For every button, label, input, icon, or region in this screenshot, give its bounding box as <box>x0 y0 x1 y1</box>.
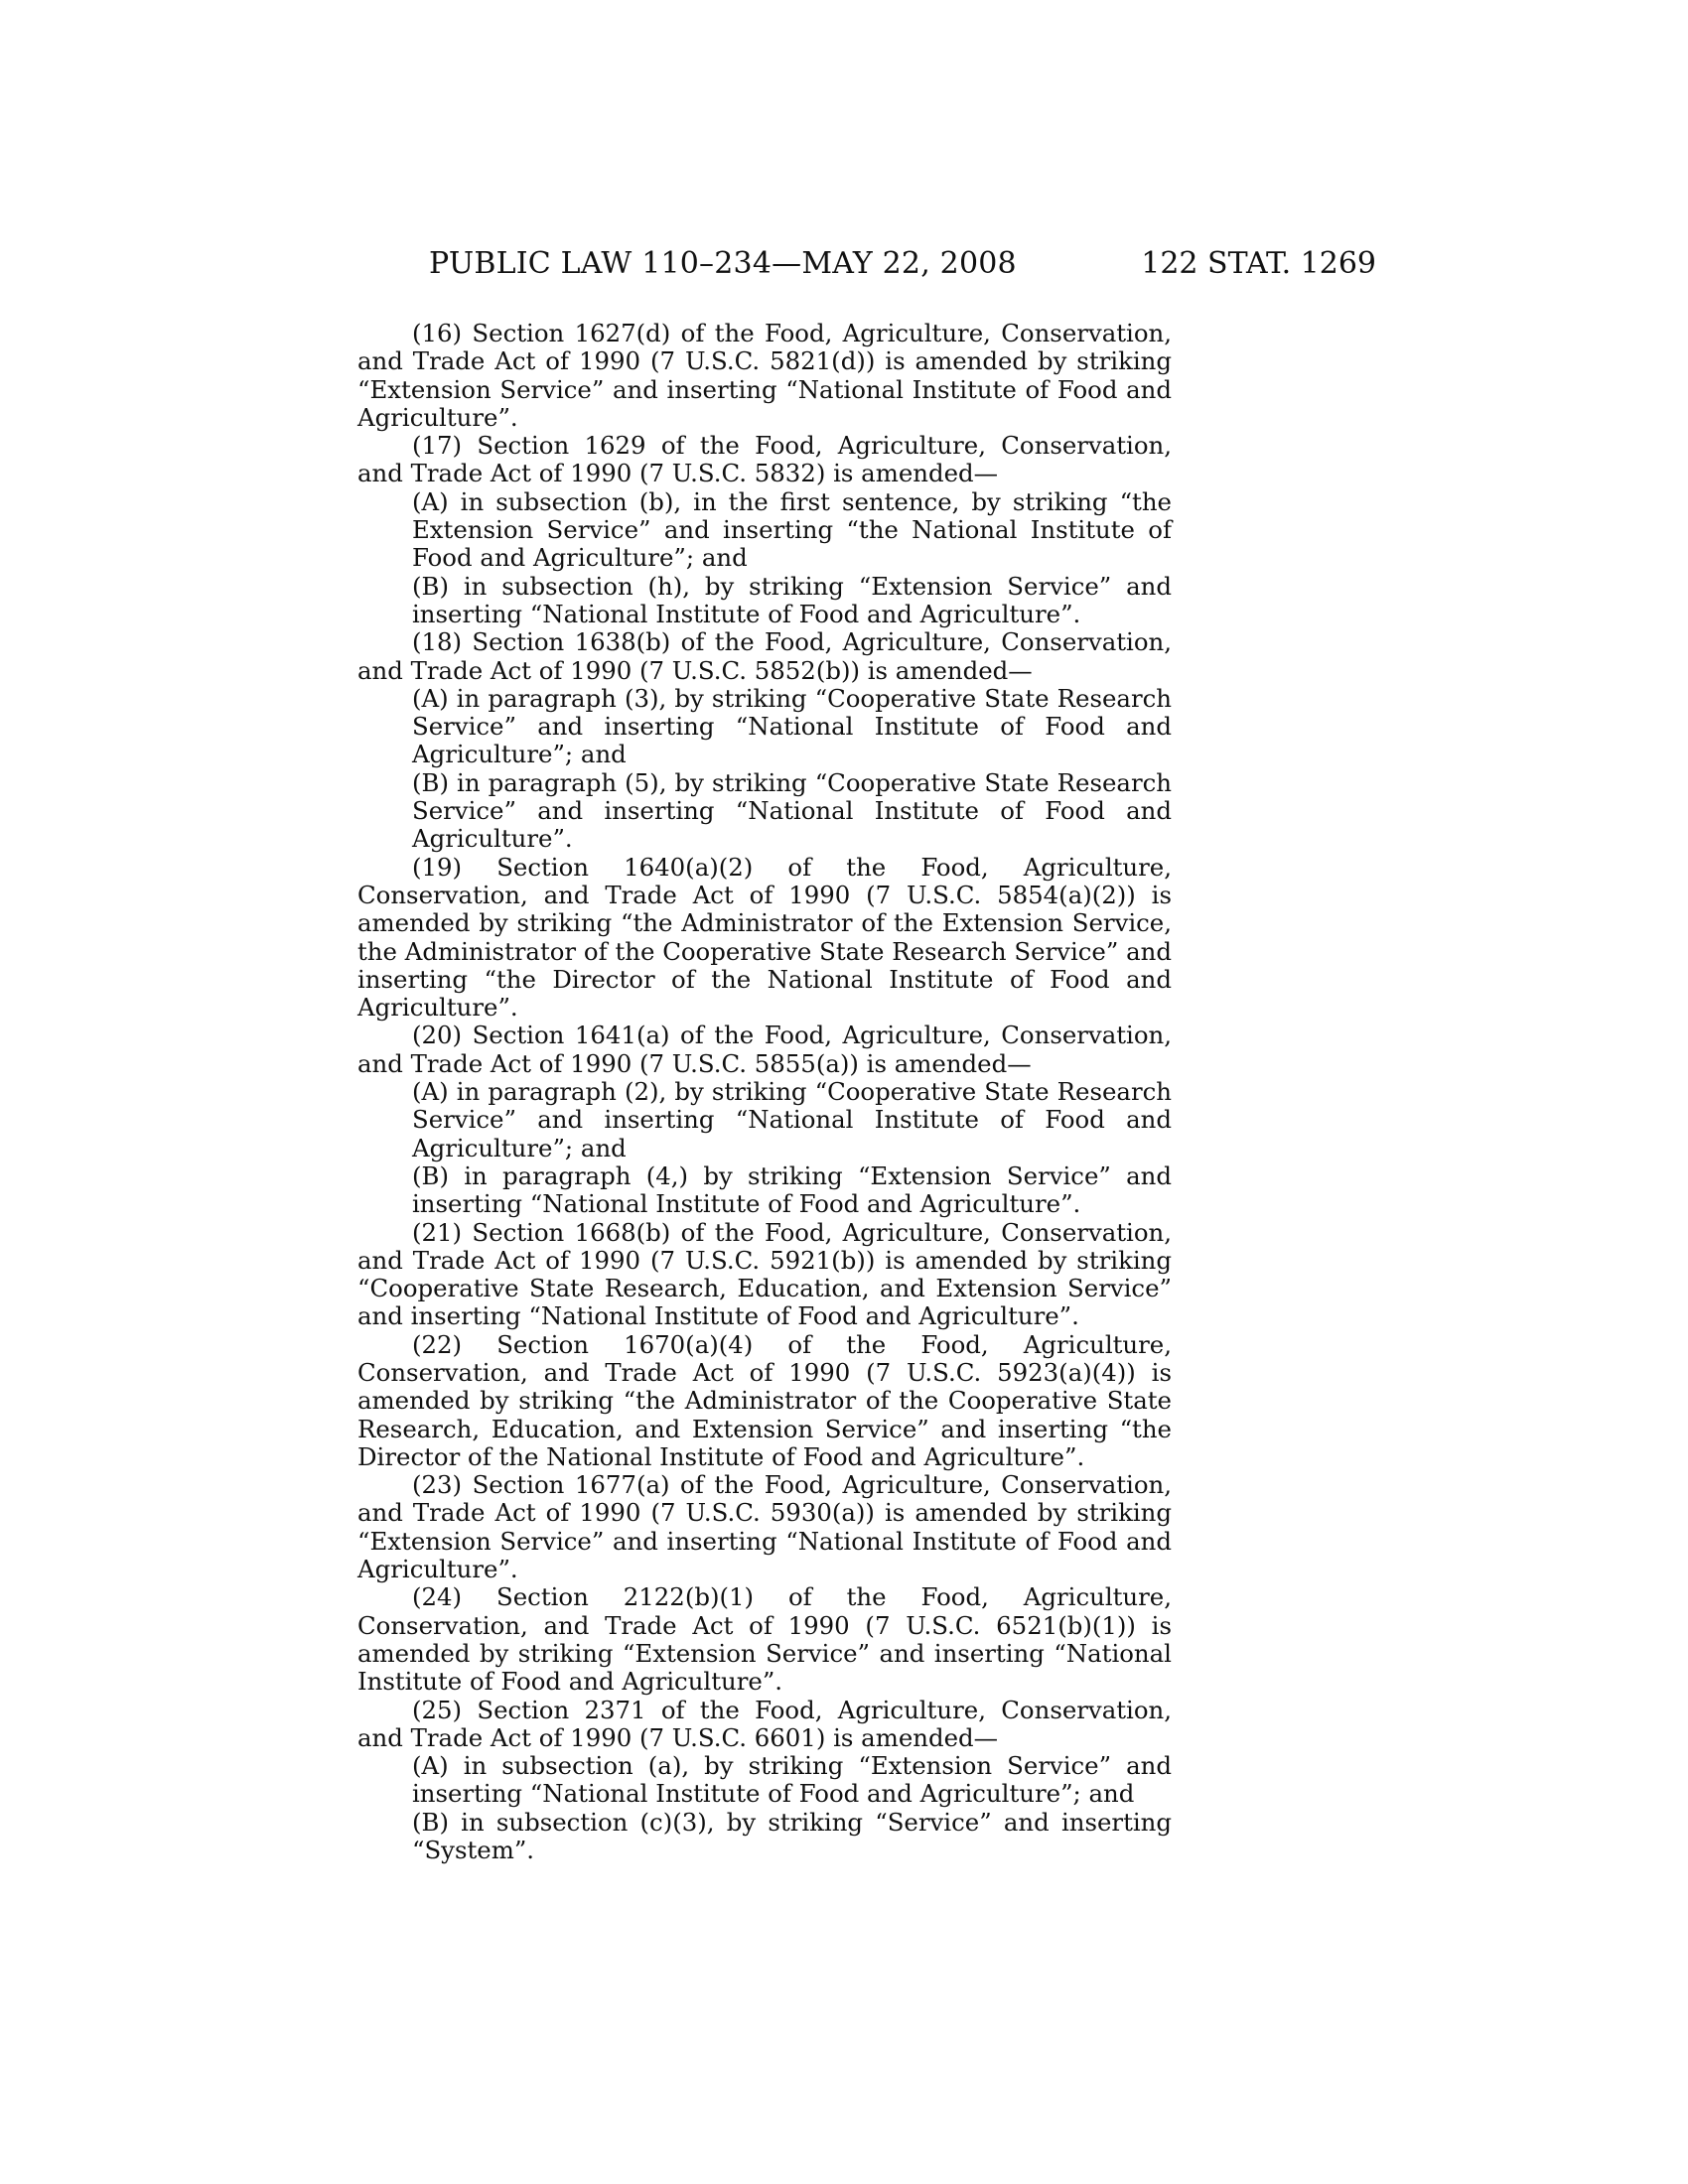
paragraph-17: (17) Section 1629 of the Food, Agriculture, Conservation, and Trade Act of 1990 (7 U.S.C. 5832) is amended— <box>357 431 1172 488</box>
header-title: PUBLIC LAW 110–234—MAY 22, 2008 <box>429 246 1017 281</box>
paragraph-24: (24) Section 2122(b)(1) of the Food, Agriculture, Conservation, and Trade Act of 1990 (7 U.S.C. 6521(b)(1)) is amended by striking “Extension Service” and inserting “National Institute of Food and Agriculture”. <box>357 1582 1172 1697</box>
paragraph-18-b: (B) in paragraph (5), by striking “Cooperative State Research Service” and inserting “National Institute of Food and Agriculture”. <box>412 767 1172 854</box>
paragraph-21: (21) Section 1668(b) of the Food, Agriculture, Conservation, and Trade Act of 1990 (7 U.S.C. 5921(b)) is amended by striking “Cooperative State Research, Education, and Extension Service” and inserting “National Institute of Food and Agriculture”. <box>357 1217 1172 1331</box>
paragraph-25-a: (A) in subsection (a), by striking “Extension Service” and inserting “National Institute of Food and Agriculture”; and <box>412 1751 1172 1809</box>
paragraph-18-a: (A) in paragraph (3), by striking “Cooperative State Research Service” and inserting “National Institute of Food and Agriculture”; and <box>412 683 1172 769</box>
paragraph-17-a: (A) in subsection (b), in the first sentence, by striking “the Extension Service” and inserting “the National Institute of Food and Agriculture”; and <box>412 486 1172 573</box>
document-body <box>357 320 1172 1864</box>
paragraph-17-b: (B) in subsection (h), by striking “Extension Service” and inserting “National Institute of Food and Agriculture”. <box>412 571 1172 628</box>
header-page-citation: 122 STAT. 1269 <box>1141 246 1376 281</box>
paragraph-25: (25) Section 2371 of the Food, Agriculture, Conservation, and Trade Act of 1990 (7 U.S.C. 6601) is amended— <box>357 1695 1172 1752</box>
paragraph-25-b: (B) in subsection (c)(3), by striking “Service” and inserting “System”. <box>412 1807 1172 1865</box>
paragraph-20: (20) Section 1641(a) of the Food, Agriculture, Conservation, and Trade Act of 1990 (7 U.S.C. 5855(a)) is amended— <box>357 1021 1172 1078</box>
paragraph-22: (22) Section 1670(a)(4) of the Food, Agriculture, Conservation, and Trade Act of 1990 (7 U.S.C. 5923(a)(4)) is amended by striking “the Administrator of the Cooperative State Research, Education, and Extension Service” and inserting “the Director of the National Institute of Food and Agriculture”. <box>357 1329 1172 1471</box>
running-header <box>429 246 1376 286</box>
paragraph-20-b: (B) in paragraph (4,) by striking “Extension Service” and inserting “National Institute of Food and Agriculture”. <box>412 1160 1172 1219</box>
paragraph-20-a: (A) in paragraph (2), by striking “Cooperative State Research Service” and inserting “National Institute of Food and Agriculture”; and <box>412 1077 1172 1162</box>
paragraph-23: (23) Section 1677(a) of the Food, Agriculture, Conservation, and Trade Act of 1990 (7 U.S.C. 5930(a)) is amended by striking “Extension Service” and inserting “National Institute of Food and Agriculture”. <box>357 1470 1172 1584</box>
paragraph-16: (16) Section 1627(d) of the Food, Agriculture, Conservation, and Trade Act of 1990 (7 U.S.C. 5821(d)) is amended by striking “Extension Service” and inserting “National Institute of Food and Agriculture”. <box>357 319 1172 432</box>
paragraph-19: (19) Section 1640(a)(2) of the Food, Agriculture, Conservation, and Trade Act of 1990 (7 U.S.C. 5854(a)(2)) is amended by striking “the Administrator of the Extension Service, the Administrator of the Cooperative State Research Service” and inserting “the Director of the National Institute of Food and Agriculture”. <box>357 852 1172 1023</box>
paragraph-18: (18) Section 1638(b) of the Food, Agriculture, Conservation, and Trade Act of 1990 (7 U.S.C. 5852(b)) is amended— <box>357 627 1172 685</box>
